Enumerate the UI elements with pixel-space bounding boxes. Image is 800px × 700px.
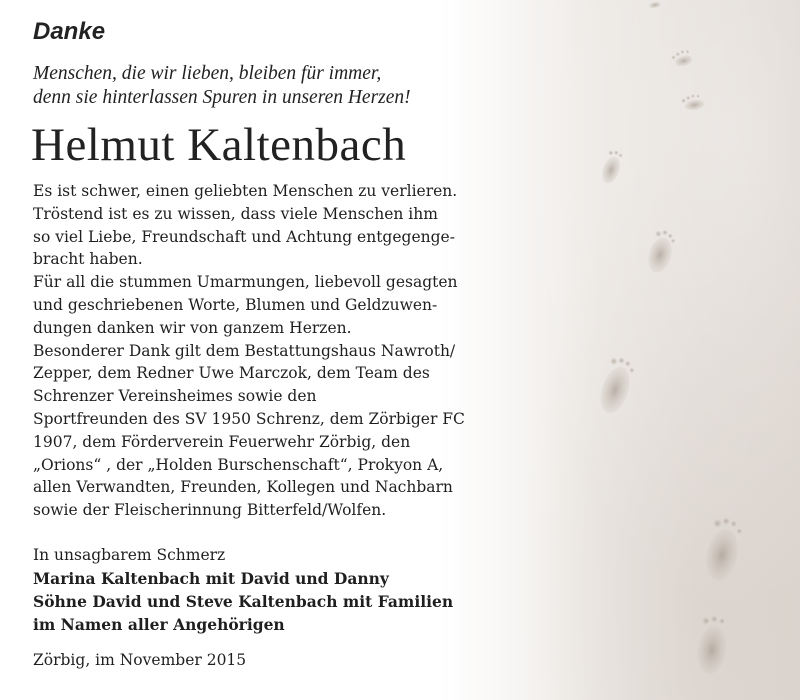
quote bbox=[33, 62, 503, 110]
body-line: Besonderer Dank gilt dem Bestattungshaus Nawroth/ bbox=[33, 341, 456, 360]
heading-danke: Danke bbox=[33, 18, 106, 45]
body-text bbox=[33, 180, 513, 522]
body-line: allen Verwandten, Freunden, Kollegen und Nachbarn bbox=[33, 478, 453, 497]
body-line: dungen danken wir von ganzem Herzen. bbox=[33, 318, 352, 337]
body-line: 1907, dem Förderverein Feuerwehr Zörbig, den bbox=[33, 432, 411, 451]
body-line: „Orions“ , der „Holden Burschenschaft“, Prokyon A, bbox=[33, 455, 444, 474]
body-line: Zepper, dem Redner Uwe Marczok, dem Team des bbox=[33, 364, 430, 383]
body-line: Es ist schwer, einen geliebten Menschen zu verlieren. bbox=[33, 182, 458, 200]
body-line: Für all die stummen Umarmungen, liebevoll gesagten bbox=[33, 273, 458, 292]
body-line: bracht haben. bbox=[33, 250, 143, 269]
signature-block bbox=[33, 544, 513, 636]
body-line: sowie der Fleischerinnung Bitterfeld/Wolfen. bbox=[33, 501, 387, 520]
body-line: so viel Liebe, Freundschaft und Achtung entgegenge- bbox=[33, 227, 455, 246]
signature-line: Söhne David und Steve Kaltenbach mit Familien bbox=[33, 592, 454, 611]
deceased-name: Helmut Kaltenbach bbox=[31, 119, 407, 171]
place-date: Zörbig, im November 2015 bbox=[33, 651, 247, 669]
signature-line: im Namen aller Angehörigen bbox=[33, 615, 285, 634]
body-line: Tröstend ist es zu wissen, dass viele Menschen ihm bbox=[33, 204, 438, 223]
quote-line: denn sie hinterlassen Spuren in unseren Herzen! bbox=[33, 87, 411, 108]
signature-line: Marina Kaltenbach mit David und Danny bbox=[33, 569, 389, 588]
body-line: und geschriebenen Worte, Blumen und Geldzuwen- bbox=[33, 295, 438, 314]
body-line: Schrenzer Vereinsheimes sowie den bbox=[33, 387, 317, 406]
quote-line: Menschen, die wir lieben, bleiben für immer, bbox=[33, 63, 382, 84]
body-line: Sportfreunden des SV 1950 Schrenz, dem Zörbiger FC bbox=[33, 409, 465, 428]
signature-intro: In unsagbarem Schmerz bbox=[33, 546, 226, 564]
